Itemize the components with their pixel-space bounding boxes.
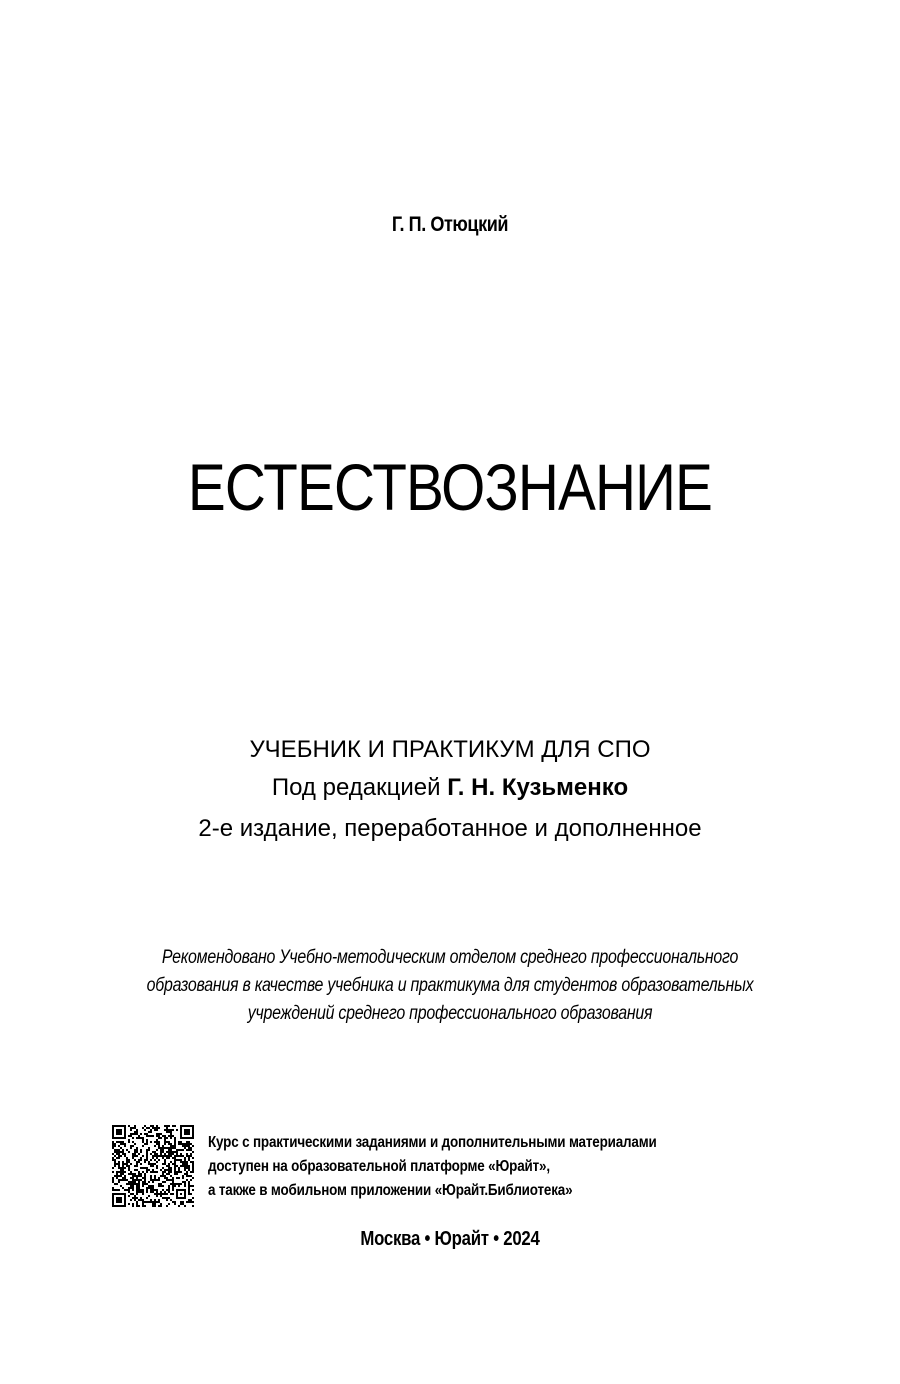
recommendation-line: Рекомендовано Учебно-методическим отделом среднего профессионального	[161, 947, 739, 968]
course-note-line: доступен на образовательной платформе «Юрайт»,	[208, 1158, 550, 1175]
course-note-line: Курс с практическими заданиями и дополнительными материалами	[208, 1134, 657, 1151]
recommendation-line: образования в качестве учебника и практикума для студентов образовательных	[146, 975, 754, 996]
imprint: Москва • Юрайт • 2024	[360, 1228, 540, 1250]
book-title: ЕСТЕСТВОЗНАНИЕ	[187, 450, 713, 524]
recommendation-line: учреждений среднего профессионального образования	[247, 1003, 653, 1024]
recommendation-note	[72, 944, 828, 1028]
book-type: УЧЕБНИК И ПРАКТИКУМ ДЛЯ СПО	[249, 736, 651, 763]
edition-line: 2-е издание, переработанное и дополненное	[198, 815, 702, 842]
author-name: Г. П. Отюцкий	[391, 213, 509, 236]
qr-code-icon	[112, 1125, 194, 1207]
editor-name: Г. Н. Кузьменко	[447, 774, 629, 801]
editor-prefix: Под редакцией	[271, 774, 448, 801]
course-note	[208, 1131, 657, 1203]
course-note-line: а также в мобильном приложении «Юрайт.Библиотека»	[208, 1182, 573, 1199]
editor-line	[0, 773, 900, 803]
